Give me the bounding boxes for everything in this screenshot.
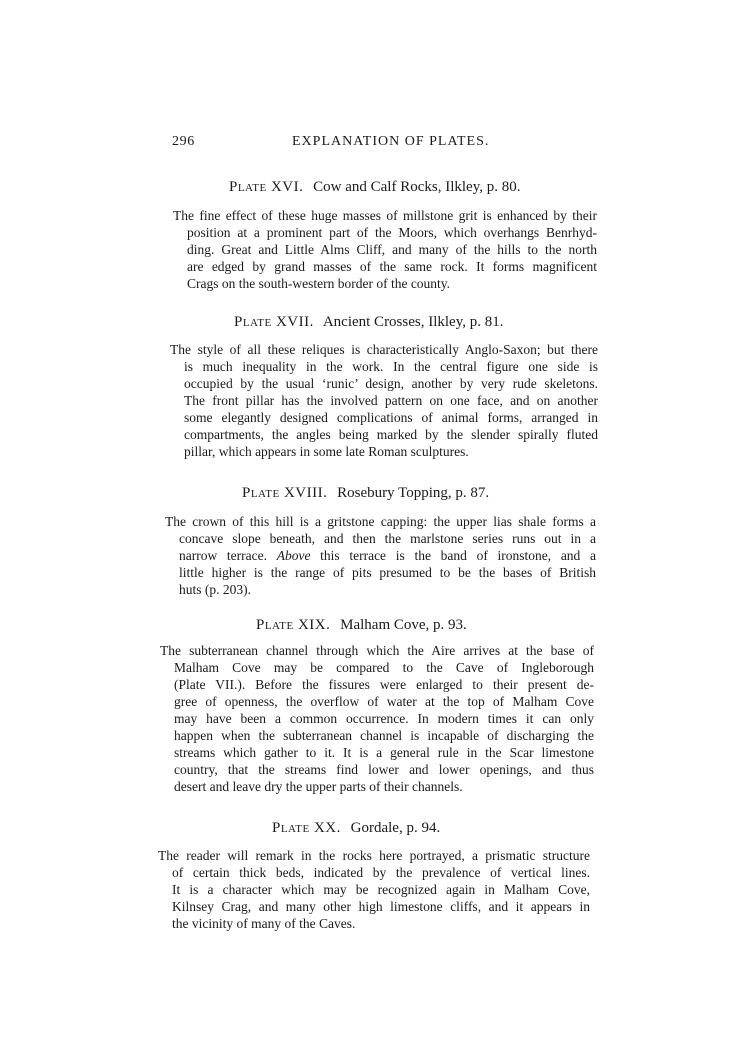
text-line: The crown of this hill is a gritstone capping: the upper lias shale forms a xyxy=(165,514,596,529)
text-line: pillar, which appears in some late Roman sculptures. xyxy=(184,444,469,459)
text-line: occupied by the usual ‘runic’ design, another by very rude skeletons. xyxy=(184,376,598,391)
plate-description xyxy=(160,642,594,795)
text-line: the vicinity of many of the Caves. xyxy=(172,916,356,931)
plate-heading xyxy=(256,617,467,634)
text-line: streams which gather to it. It is a general rule in the Scar limestone xyxy=(174,745,594,760)
plate-title: Cow and Calf Rocks, Ilkley, p. 80. xyxy=(313,179,521,195)
plate-description xyxy=(170,341,598,460)
text-line: The front pillar has the involved pattern on one face, and on another xyxy=(184,393,598,408)
text-line: Malham Cove may be compared to the Cave of Ingleborough xyxy=(174,660,594,675)
plate-title: Rosebury Topping, p. 87. xyxy=(337,485,490,501)
plate-heading xyxy=(272,820,440,837)
plate-heading xyxy=(229,179,520,196)
plate-label: Plate XIX. xyxy=(256,617,331,633)
text-line: concave slope beneath, and then the marlstone series runs out in a xyxy=(179,531,596,546)
text-line: huts (p. 203). xyxy=(179,582,251,597)
plate-description xyxy=(165,513,596,598)
plate-title: Gordale, p. 94. xyxy=(350,820,441,836)
text-line: desert and leave dry the upper parts of their channels. xyxy=(174,779,463,794)
text-line: The reader will remark in the rocks here portrayed, a prismatic structure xyxy=(158,848,590,863)
text-line: some elegantly designed complications of animal forms, arranged in xyxy=(184,410,598,425)
text-line: The subterranean channel through which the Aire arrives at the base of xyxy=(160,643,594,658)
emphasis-text: Above xyxy=(276,548,311,563)
text-line: narrow terrace. Above this terrace is the band of ironstone, and a xyxy=(179,548,596,563)
page-header xyxy=(172,134,582,154)
running-title: EXPLANATION OF PLATES. xyxy=(292,134,490,149)
plate-label: Plate XVI. xyxy=(229,179,304,195)
text-line: are edged by grand masses of the same rock. It forms magnificent xyxy=(187,259,597,274)
text-line: The fine effect of these huge masses of millstone grit is enhanced by their xyxy=(173,208,597,223)
plate-heading xyxy=(234,314,504,331)
plate-heading xyxy=(242,485,489,502)
text-line: is much inequality in the work. In the central figure one side is xyxy=(184,359,598,374)
text-line: (Plate VII.). Before the fissures were enlarged to their present de- xyxy=(174,677,594,692)
text-line: country, that the streams find lower and lower openings, and thus xyxy=(174,762,594,777)
text-line: position at a prominent part of the Moors, which overhangs Benrhyd- xyxy=(187,225,597,240)
plate-description xyxy=(173,207,597,292)
text-line: compartments, the angles being marked by the slender spirally fluted xyxy=(184,427,598,442)
text-line: Kilnsey Crag, and many other high limestone cliffs, and it appears in xyxy=(172,899,590,914)
text-line: It is a character which may be recognized again in Malham Cove, xyxy=(172,882,590,897)
plate-title: Ancient Crosses, Ilkley, p. 81. xyxy=(322,314,504,330)
plate-label: Plate XX. xyxy=(272,820,341,836)
plate-label: Plate XVIII. xyxy=(242,485,328,501)
text-line: happen when the subterranean channel is incapable of discharging the xyxy=(174,728,594,743)
text-line: ding. Great and Little Alms Cliff, and many of the hills to the north xyxy=(187,242,597,257)
text-line: The style of all these reliques is characteristically Anglo-Saxon; but there xyxy=(170,342,598,357)
text-line: of certain thick beds, indicated by the prevalence of vertical lines. xyxy=(172,865,590,880)
text-line: gree of openness, the overflow of water at the top of Malham Cove xyxy=(174,694,594,709)
plate-description xyxy=(158,847,590,932)
text-line: little higher is the range of pits presumed to be the bases of British xyxy=(179,565,596,580)
plate-title: Malham Cove, p. 93. xyxy=(340,617,467,633)
text-line: Crags on the south-western border of the county. xyxy=(187,276,451,291)
page-number: 296 xyxy=(172,134,195,149)
text-line: may have been a common occurrence. In modern times it can only xyxy=(174,711,594,726)
plate-label: Plate XVII. xyxy=(234,314,314,330)
